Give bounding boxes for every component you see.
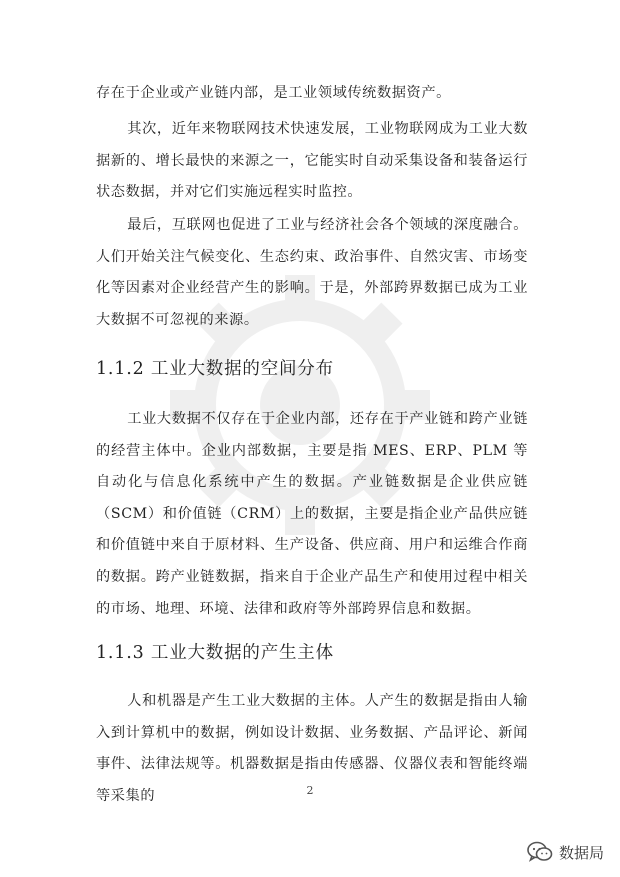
wechat-account-badge <box>527 841 604 863</box>
paragraph-internet-source: 最后，互联网也促进了工业与经济社会各个领域的深度融合。人们开始关注气候变化、生态约束、政治事件、自然灾害、市场变化等因素对企业经营产生的影响。于是，外部跨界数据已成为工业大数据不可忽视的来源。 <box>96 217 528 328</box>
paragraph-iot-source: 其次，近年来物联网技术快速发展，工业物联网成为工业大数据新的、增长最快的来源之一，它能实时自动采集设备和装备运行状态数据，并对它们实施远程实时监控。 <box>96 121 528 201</box>
section-heading-generating-subjects: 1.1.3 工业大数据的产生主体 <box>96 643 334 663</box>
paragraph-continuation: 存在于企业或产业链内部，是工业领域传统数据资产。 <box>96 85 451 101</box>
page-number: 2 <box>306 784 314 797</box>
wechat-icon <box>527 841 553 863</box>
account-name: 数据局 <box>558 843 604 862</box>
paragraph-generating-subjects: 人和机器是产生工业大数据的主体。人产生的数据是指由人输入到计算机中的数据，例如设计数据、业务数据、产品评论、新闻事件、法律法规等。机器数据是指由传感器、仪器仪表和智能终端等采集的 <box>96 693 528 804</box>
paragraph-spatial-distribution: 工业大数据不仅存在于企业内部，还存在于产业链和跨产业链的经营主体中。企业内部数据，主要是指 MES、ERP、PLM 等自动化与信息化系统中产生的数据。产业链数据是企业供应链（SCM）和价值链（CRM）上的数据，主要是指企业产品供应链和价值链中来自于原材料、生产设备、供应商、用户和运维合作商的数据。跨产业链数据，指来自于企业产品生产和使用过程中相关的市场、地理、环境、法律和政府等外部跨界信息和数据。 <box>96 411 528 617</box>
section-heading-spatial-distribution: 1.1.2 工业大数据的空间分布 <box>96 359 334 379</box>
